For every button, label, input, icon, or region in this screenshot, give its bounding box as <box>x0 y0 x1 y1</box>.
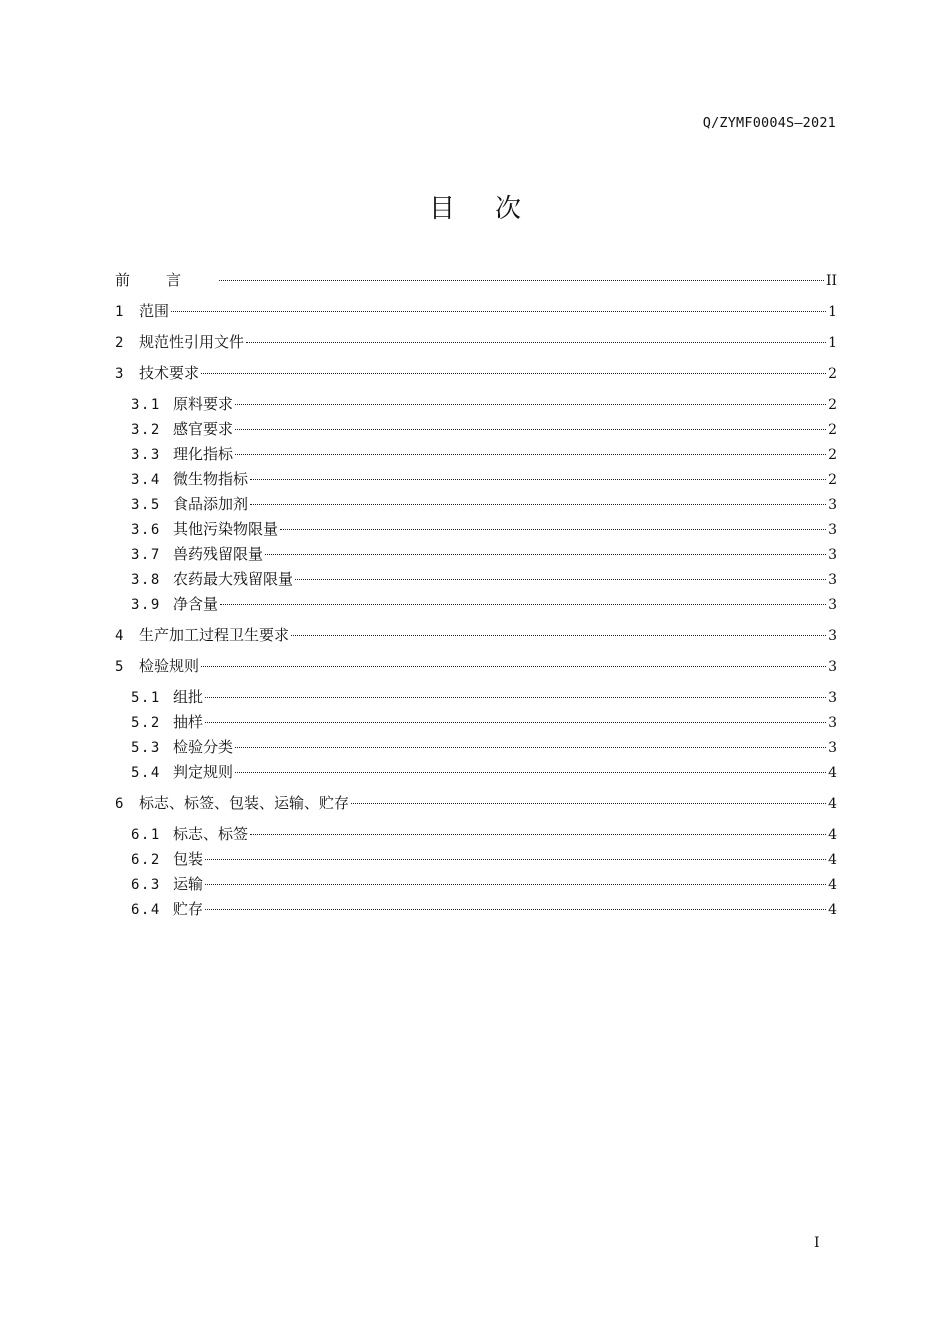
toc-entry-title: 规范性引用文件 <box>139 333 245 351</box>
toc-entry-title: 组批 <box>173 688 204 706</box>
toc-entry-number: 3.4 <box>131 472 161 488</box>
toc-entry[interactable] <box>131 899 837 919</box>
page-title: 目次 <box>428 194 561 224</box>
toc-entry[interactable] <box>131 737 837 757</box>
toc-entry-title: 微生物指标 <box>173 470 249 488</box>
toc-entry-title: 贮存 <box>173 900 204 918</box>
toc-entry-title: 生产加工过程卫生要求 <box>139 626 290 644</box>
toc-entry[interactable] <box>131 712 837 732</box>
toc-entry-page: 2 <box>828 472 837 488</box>
toc-entry-title: 标志、标签 <box>173 825 249 843</box>
toc-leader-dots <box>250 479 826 480</box>
toc-entry[interactable] <box>131 469 837 489</box>
toc-entry-number: 6.4 <box>131 902 161 918</box>
toc-entry-number: 3.2 <box>131 422 161 438</box>
toc-leader-dots <box>291 635 826 636</box>
toc-entry[interactable] <box>131 544 837 564</box>
toc-entry-number: 3.5 <box>131 497 161 513</box>
toc-entry-number: 3.6 <box>131 522 161 538</box>
toc-entry-title: 判定规则 <box>173 763 234 781</box>
toc-entry-number: 5.2 <box>131 715 161 731</box>
toc-entry-number: 3.3 <box>131 447 161 463</box>
toc-entry-page: II <box>825 273 837 289</box>
toc-entry-page: 4 <box>828 852 837 868</box>
toc-entry-page: 3 <box>828 572 837 588</box>
toc-leader-dots <box>250 834 826 835</box>
toc-entry[interactable] <box>131 824 837 844</box>
toc-entry-number: 5.1 <box>131 690 161 706</box>
toc-entry-number: 3.7 <box>131 547 161 563</box>
toc-entry-number: 3.1 <box>131 397 161 413</box>
toc-leader-dots <box>219 280 824 281</box>
toc-entry[interactable] <box>115 301 837 321</box>
toc-entry-page: 3 <box>828 690 837 706</box>
toc-entry-page: 3 <box>828 547 837 563</box>
toc-leader-dots <box>205 722 826 723</box>
toc-entry[interactable] <box>115 332 837 352</box>
toc-entry[interactable] <box>131 874 837 894</box>
toc-entry[interactable] <box>115 656 837 676</box>
toc-entry-number: 2 <box>115 335 124 351</box>
toc-entry-page: 2 <box>828 447 837 463</box>
document-code: Q/ZYMF0004S—2021 <box>702 115 836 131</box>
toc-entry[interactable] <box>115 793 837 813</box>
toc-entry-title: 包装 <box>173 850 204 868</box>
toc-leader-dots <box>220 604 826 605</box>
toc-entry-title: 原料要求 <box>173 395 234 413</box>
toc-entry-title: 食品添加剂 <box>173 495 249 513</box>
toc-leader-dots <box>205 884 826 885</box>
toc-leader-dots <box>235 747 826 748</box>
toc-leader-dots <box>205 697 826 698</box>
toc-entry-number: 4 <box>115 628 124 644</box>
toc-leader-dots <box>201 666 826 667</box>
toc-entry-number: 1 <box>115 304 124 320</box>
toc-leader-dots <box>265 554 826 555</box>
toc-entry[interactable] <box>115 270 837 290</box>
toc-entry-number: 6.1 <box>131 827 161 843</box>
toc-entry-page: 4 <box>828 765 837 781</box>
toc-entry-page: 3 <box>828 497 837 513</box>
toc-entry-title: 技术要求 <box>139 364 200 382</box>
toc-entry-title: 运输 <box>173 875 204 893</box>
toc-entry-page: 2 <box>828 397 837 413</box>
toc-leader-dots <box>351 803 826 804</box>
toc-entry-page: 4 <box>828 877 837 893</box>
toc-leader-dots <box>235 454 826 455</box>
toc-entry[interactable] <box>131 594 837 614</box>
toc-leader-dots <box>205 909 826 910</box>
toc-entry-title: 抽样 <box>173 713 204 731</box>
toc-entry[interactable] <box>115 625 837 645</box>
toc-entry-title: 感官要求 <box>173 420 234 438</box>
toc-leader-dots <box>201 373 826 374</box>
toc-entry-title: 标志、标签、包装、运输、贮存 <box>139 794 350 812</box>
toc-entry-page: 3 <box>828 628 837 644</box>
toc-entry-number: 3.9 <box>131 597 161 613</box>
toc-entry-title: 其他污染物限量 <box>173 520 279 538</box>
toc-entry-page: 2 <box>828 366 837 382</box>
toc-entry-title: 范围 <box>139 302 170 320</box>
toc-entry[interactable] <box>131 849 837 869</box>
toc-leader-dots <box>246 342 826 343</box>
toc-entry-page: 1 <box>828 304 837 320</box>
toc-leader-dots <box>235 772 826 773</box>
toc-leader-dots <box>171 311 826 312</box>
toc-entry-number: 3.8 <box>131 572 161 588</box>
toc-entry-page: 4 <box>828 796 837 812</box>
toc-entry-number: 5.4 <box>131 765 161 781</box>
toc-leader-dots <box>280 529 826 530</box>
toc-entry-page: 3 <box>828 715 837 731</box>
toc-entry[interactable] <box>115 363 837 383</box>
toc-entry-title: 农药最大残留限量 <box>173 570 294 588</box>
toc-entry[interactable] <box>131 762 837 782</box>
toc-leader-dots <box>235 404 826 405</box>
page-number: I <box>814 1235 820 1251</box>
toc-entry-page: 4 <box>828 827 837 843</box>
toc-leader-dots <box>235 429 826 430</box>
toc-entry[interactable] <box>131 444 837 464</box>
toc-entry-number: 6.2 <box>131 852 161 868</box>
toc-leader-dots <box>250 504 826 505</box>
toc-entry[interactable] <box>131 569 837 589</box>
toc-entry[interactable] <box>131 494 837 514</box>
toc-entry-number: 3 <box>115 366 124 382</box>
toc-entry-title: 兽药残留限量 <box>173 545 264 563</box>
toc-entry-title: 理化指标 <box>173 445 234 463</box>
toc-entry[interactable] <box>131 519 837 539</box>
toc-entry-page: 2 <box>828 422 837 438</box>
toc-entry-page: 3 <box>828 740 837 756</box>
toc-entry-title: 前言 <box>115 271 218 289</box>
toc-entry-page: 3 <box>828 597 837 613</box>
toc-leader-dots <box>205 859 826 860</box>
toc-entry-title: 净含量 <box>173 595 219 613</box>
toc-entry-number: 5 <box>115 659 124 675</box>
toc-entry-page: 3 <box>828 522 837 538</box>
toc-entry[interactable] <box>131 419 837 439</box>
toc-entry-page: 4 <box>828 902 837 918</box>
toc-leader-dots <box>295 579 826 580</box>
toc-entry-title: 检验规则 <box>139 657 200 675</box>
toc-entry-number: 6 <box>115 796 124 812</box>
toc-entry-number: 5.3 <box>131 740 161 756</box>
toc-entry-page: 1 <box>828 335 837 351</box>
toc-entry-title: 检验分类 <box>173 738 234 756</box>
toc-entry[interactable] <box>131 394 837 414</box>
toc-entry-page: 3 <box>828 659 837 675</box>
toc-entry-number: 6.3 <box>131 877 161 893</box>
toc-entry[interactable] <box>131 687 837 707</box>
